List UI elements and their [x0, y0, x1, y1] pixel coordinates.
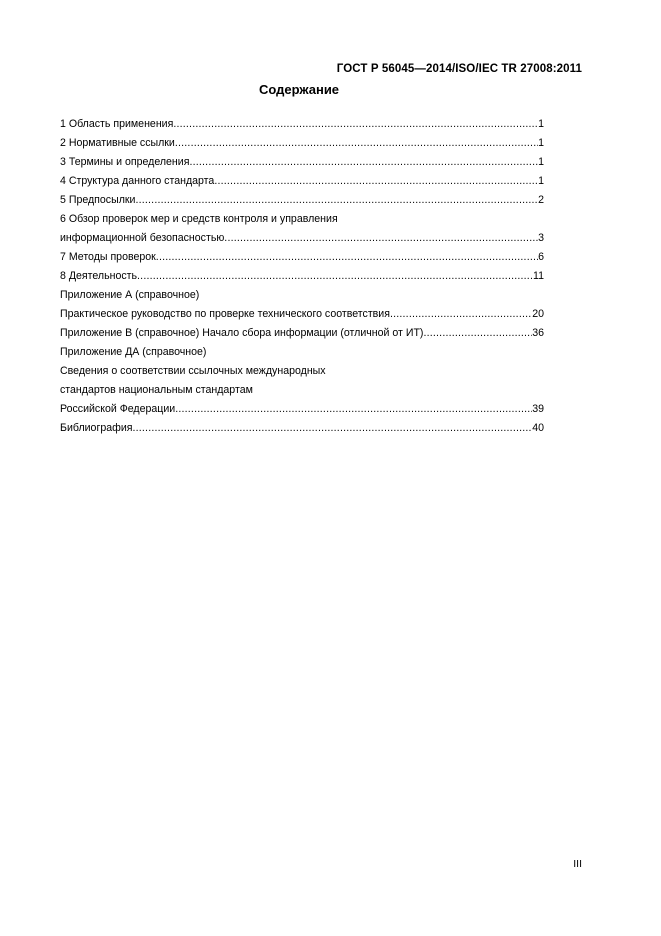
toc-entry-page: 1 [538, 118, 544, 130]
toc-entry-page: 20 [532, 308, 544, 320]
toc-entry-annex-a-title[interactable] [60, 307, 544, 326]
toc-entry-text: 2 Нормативные ссылки [60, 137, 175, 149]
toc-entry-scope[interactable] [60, 117, 544, 136]
toc-leader-dots [156, 250, 538, 265]
toc-entry-annex-da-heading[interactable] [60, 345, 544, 364]
toc-entry-page: 2 [538, 194, 544, 206]
toc-entry-page: 6 [538, 251, 544, 263]
toc-entry-page: 39 [532, 403, 544, 415]
toc-entry-page: 1 [538, 175, 544, 187]
toc-leader-dots [175, 402, 532, 417]
toc-leader-dots [423, 326, 532, 341]
toc-entry-text: 7 Методы проверок [60, 251, 156, 263]
toc-entry-text: Приложение ДА (справочное) [60, 346, 207, 358]
table-of-contents [60, 117, 544, 440]
toc-entry-text: 5 Предпосылки [60, 194, 136, 206]
toc-leader-dots [137, 269, 533, 284]
toc-entry-terms[interactable] [60, 155, 544, 174]
page-number: III [573, 858, 582, 870]
toc-entry-page: 40 [532, 422, 544, 434]
toc-leader-dots [135, 193, 538, 208]
toc-entry-text: 3 Термины и определения [60, 156, 190, 168]
toc-entry-text: 1 Область применения [60, 118, 174, 130]
toc-entry-annex-b[interactable] [60, 326, 544, 345]
toc-entry-text: Библиография [60, 422, 133, 434]
toc-entry-annex-da-line1[interactable] [60, 364, 544, 383]
toc-entry-review-methods[interactable] [60, 250, 544, 269]
toc-entry-text: 6 Обзор проверок мер и средств контроля и управления [60, 213, 338, 225]
toc-entry-text: Приложение В (справочное) Начало сбора информации (отличной от ИТ) [60, 327, 424, 339]
toc-leader-dots [390, 307, 532, 322]
toc-entry-annex-da-line2[interactable] [60, 383, 544, 402]
toc-title: Содержание [258, 82, 340, 97]
toc-entry-review-overview-line1[interactable] [60, 212, 544, 231]
toc-entry-text: 8 Деятельность [60, 270, 138, 282]
toc-entry-text: стандартов национальным стандартам [60, 384, 253, 396]
toc-entry-annex-a-heading[interactable] [60, 288, 544, 307]
toc-entry-text: 4 Структура данного стандарта [60, 175, 215, 187]
toc-entry-text: информационной безопасностью [60, 232, 225, 244]
toc-entry-review-overview-line2[interactable] [60, 231, 544, 250]
toc-leader-dots [214, 174, 538, 189]
toc-entry-text: Практическое руководство по проверке технического соответствия [60, 308, 390, 320]
toc-entry-page: 3 [538, 232, 544, 244]
toc-entry-page: 36 [532, 327, 544, 339]
toc-entry-annex-da-line3[interactable] [60, 402, 544, 421]
toc-entry-bibliography[interactable] [60, 421, 544, 440]
toc-leader-dots [132, 421, 532, 436]
toc-leader-dots [173, 117, 538, 132]
toc-entry-structure[interactable] [60, 174, 544, 193]
toc-entry-text: Сведения о соответствии ссылочных международных [60, 365, 326, 377]
toc-entry-text: Приложение А (справочное) [60, 289, 200, 301]
toc-leader-dots [175, 136, 538, 151]
toc-entry-page: 1 [538, 156, 544, 168]
document-code: ГОСТ Р 56045—2014/ISO/IEC TR 27008:2011 [336, 63, 582, 75]
toc-entry-text: Российской Федерации [60, 403, 176, 415]
toc-leader-dots [189, 155, 538, 170]
toc-leader-dots [224, 231, 538, 246]
toc-entry-activities[interactable] [60, 269, 544, 288]
toc-entry-page: 11 [533, 270, 544, 282]
toc-entry-background[interactable] [60, 193, 544, 212]
toc-entry-normative-references[interactable] [60, 136, 544, 155]
toc-entry-page: 1 [538, 137, 544, 149]
